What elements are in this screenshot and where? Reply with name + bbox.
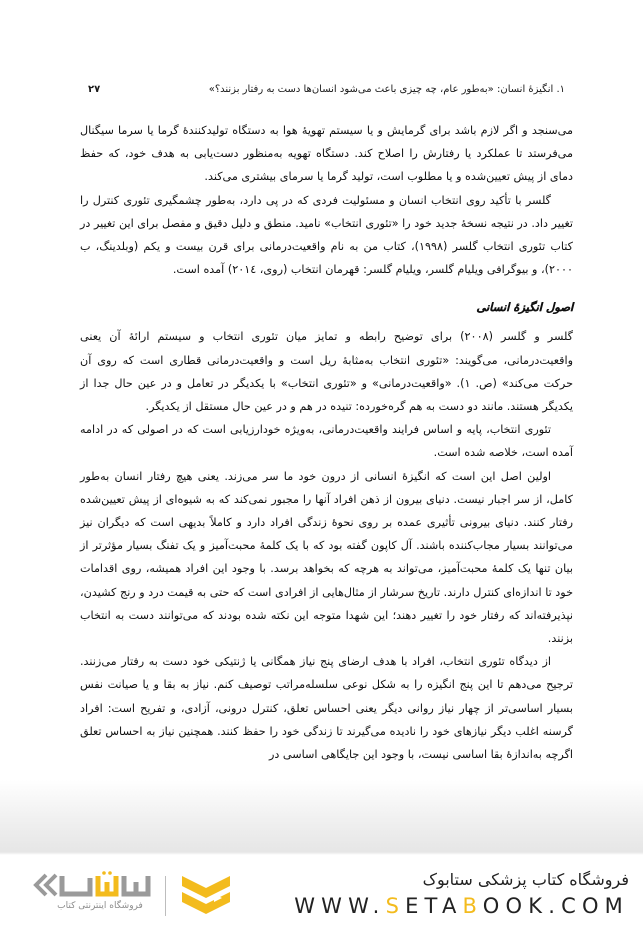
setabook-logo[interactable] [32, 868, 247, 920]
brand-tagline: فروشگاه اینترنتی کتاب [57, 901, 143, 911]
paragraph: می‌سنجد و اگر لازم باشد برای گرمایش و یا سیستم تهویهٔ هوا به دستگاه تولیدکنندهٔ گرما یا سرما سیگنال می‌فرستد تا عملکرد یا رفتارش را اصلاح کند. دستگاه تهویه به‌منظور دست‌یابی به هدف خود، که حفظ دمای از پیش تعیین‌شده و یا مطلوب است، تولید گرما یا سرمای بیشتری می‌کند. [80, 124, 573, 184]
store-name: فروشگاه کتاب پزشکی ستابوک [422, 870, 629, 889]
page-number: ۲۷ [88, 84, 101, 95]
paragraph: تئوری انتخاب، پایه و اساس فرایند واقعیت‌درمانی، به‌ویژه خودارزیابی است که در اصولی که در ادامه آمده است، خلاصه شده است. [80, 423, 573, 460]
url-part: OOK.COM [482, 894, 629, 918]
paragraph: گلسر و گلسر (۲۰۰۸) برای توضیح رابطه و تمایز میان تئوری انتخاب و سیستم ارائهٔ آن یعنی واقعیت‌درمانی، می‌گویند: «تئوری انتخاب به‌مثابهٔ ریل است و واقعیت‌درمانی قطاری است که روی آن حرکت می‌کند» (ص. ۱). «واقعیت‌درمانی» و «تئوری انتخاب» با یکدیگر در تعامل و در عین حال جدا از یکدیگر هستند. مانند دو دست به هم گره‌خورده: تنیده در هم و در عین حال مستقل از یکدیگر. [80, 330, 573, 414]
running-header [88, 84, 565, 100]
setabook-wordmark-icon [32, 870, 152, 900]
url-accent-letter: B [462, 894, 483, 918]
paragraph: از دیدگاه تئوری انتخاب، افراد با هدف ارضای پنج نیاز همگانی یا ژنتیکی خود دست به رفتار می‌زنند. ترجیح می‌دهم تا این پنج انگیزه را به شکل نوعی سلسله‌مراتب توصیف کنم. نیاز به بقا و یا صیانت نفس بسیار اساسی‌تر از چهار نیاز روانی دیگر یعنی احساس تعلق، کنترل درونی، آزادی، و تفریح است: افراد گرسنه اغلب دیگر نیازهای خود را نادیده می‌گیرند تا زندگی خود را حفظ کنند. همچنین نیاز به احساس تعلق اگرچه به‌اندازهٔ بقا اساسی نیست، با وجود این جایگاهی اساسی در [80, 655, 573, 762]
body-text [80, 119, 573, 766]
brand-divider [165, 876, 166, 916]
paragraph: گلسر با تأکید روی انتخاب انسان و مسئولیت فردی که در پی دارد، به‌طور چشمگیری تئوری کنترل را تغییر داد. در نتیجه نسخهٔ جدید خود را «تئوری انتخاب» نامید. منطق و دلیل دقیق و مفصل برای این تغییر در کتاب تئوری انتخاب گلسر (۱۹۹۸)، کتاب من به نام واقعیت‌درمانی برای قرن بیست و یکم (وبلدینگ، ب ۲۰۰۰)، و بیوگرافی ویلیام گلسر، ویلیام گلسر: قهرمان انتخاب (روی، ۲۰۱٤) آمده است. [80, 193, 573, 277]
url-accent-letter: S [385, 894, 406, 918]
store-url-link[interactable] [294, 894, 629, 918]
chevron-logo-icon [180, 872, 232, 918]
chapter-title: ۱. انگیزهٔ انسان: «به‌طور عام، چه چیزی باعث می‌شود انسان‌ها دست به رفتار بزنند؟» [208, 84, 565, 95]
url-part: WWW. [294, 894, 386, 918]
section-heading: اصول انگیزهٔ انسانی [476, 300, 573, 315]
url-part: ETA [405, 894, 463, 918]
paragraph: اولین اصل این است که انگیزهٔ انسانی از درون خود ما سر می‌زند. یعنی هیچ رفتار انسان به‌طور کامل، از سر اجبار نیست. دنیای بیرون از ذهن افراد آنها را مجبور نمی‌کند که به شیوه‌ای از پیش تعیین‌شده رفتار کنند. دنیای بیرونی تأثیری عمده بر روی نحوهٔ زندگی افراد دارد و کاملاً بدیهی است که دیگران نیز می‌توانند بسیار مجاب‌کننده باشند. آل کاپون گفته بود که با یک کلمهٔ محبت‌آمیز و یک تفنگ بسیار مؤثرتر از بیان تنها یک کلمهٔ محبت‌آمیز، می‌تواند به هرچه که بخواهد برسد. با وجود این افراد همیشه، روی اقدامات خود تا اندازه‌ای کنترل دارند. تاریخ سرشار از مثال‌هایی از افرادی است که حتی به قیمت درد و رنج کشیدن، نپذیرفته‌اند که رفتار خود را تغییر دهند؛ این شهدا متوجه این نکته شده بودند که می‌توانند دست به انتخاب بزنند. [80, 469, 573, 646]
